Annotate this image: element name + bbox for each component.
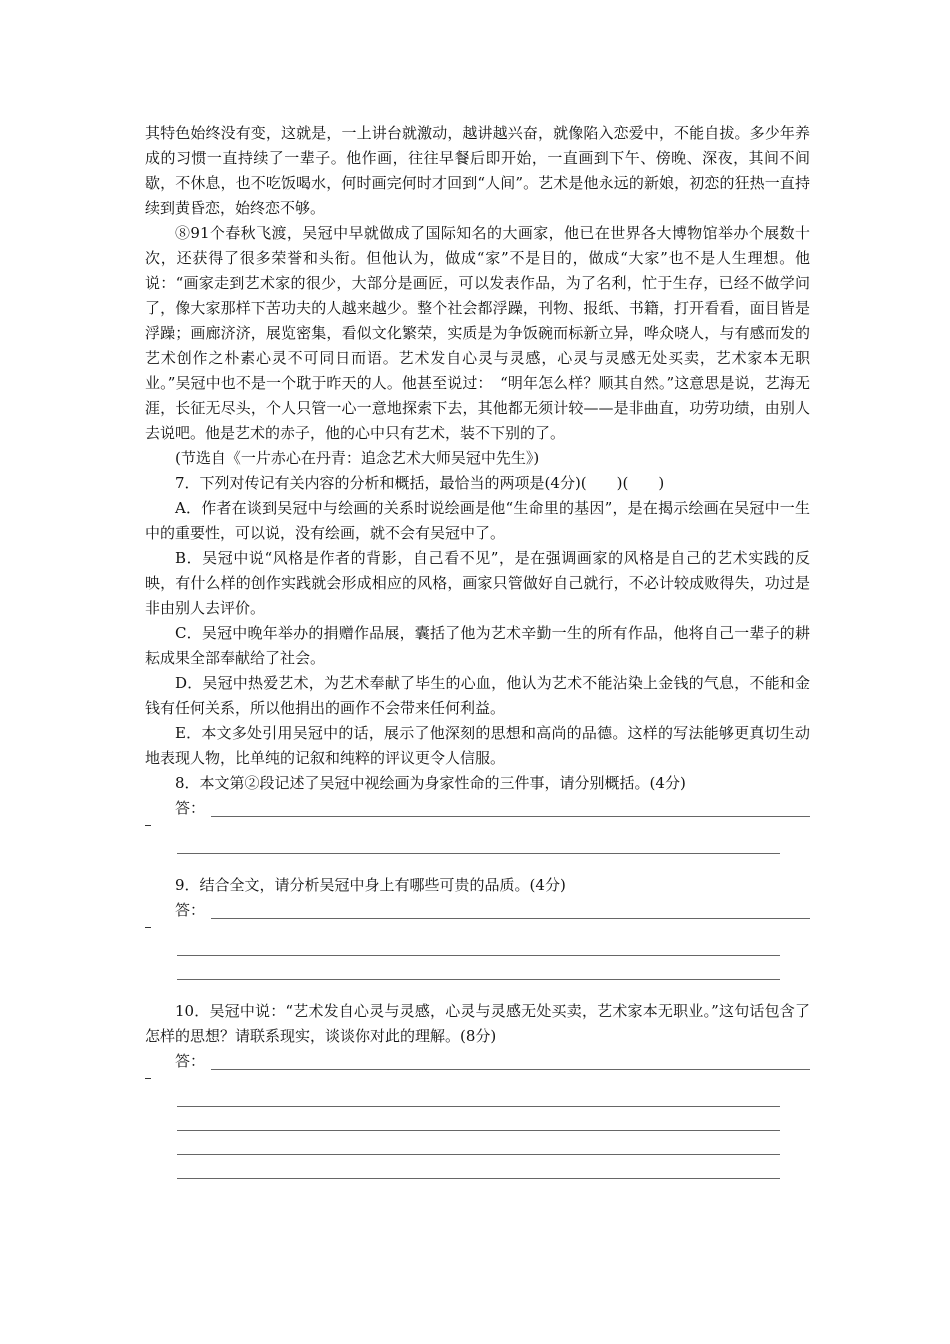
question-10-stem: 10．吴冠中说：“艺术发自心灵与灵感，心灵与灵感无处买卖，艺术家本无职业。”这句话包含了怎样的思想？请联系现实，谈谈你对此的理解。(8分) [145,1002,810,1045]
answer-blank-line[interactable] [145,841,810,865]
question-7-stem: 7．下列对传记有关内容的分析和概括，最恰当的两项是(4分)( )( ) [175,474,665,492]
question-8-stem: 8．本文第②段记述了吴冠中视绘画为身家性命的三件事，请分别概括。(4分) [175,774,686,792]
answer-line[interactable] [211,918,810,919]
answer-label: 答： [175,901,206,919]
answer-label: 答： [175,799,206,817]
answer-blank-line[interactable] [145,943,810,967]
question-7-option-b: B．吴冠中说“风格是作者的背影，自己看不见”，是在强调画家的风格是自己的艺术实践的反映，有什么样的创作实践就会形成相应的风格，画家只管做好自己就行，不必计较成败得失，功过是非由别人去评价。 [145,549,810,617]
question-7-option-c: C．吴冠中晚年举办的捐赠作品展，囊括了他为艺术辛勤一生的所有作品，他将自己一辈子的耕耘成果全部奉献给了社会。 [145,624,810,667]
line-stub [145,923,810,943]
answer-blank-line[interactable] [145,1166,810,1190]
question-8-answer-row[interactable] [145,796,810,821]
question-9-stem: 9．结合全文，请分析吴冠中身上有哪些可贵的品质。(4分) [175,876,566,894]
line-stub [145,1074,810,1094]
question-10-answer-row[interactable] [145,1049,810,1074]
document-page [145,121,810,1190]
answer-line[interactable] [211,1069,810,1070]
answer-label: 答： [175,1052,206,1070]
answer-blank-line[interactable] [145,967,810,991]
answer-blank-line[interactable] [145,1118,810,1142]
question-7-option-d: D．吴冠中热爱艺术，为艺术奉献了毕生的心血，他认为艺术不能沾染上金钱的气息，不能和金钱有任何关系，所以他捐出的画作不会带来任何利益。 [145,674,810,717]
answer-line[interactable] [211,816,810,817]
question-9-answer-row[interactable] [145,898,810,923]
question-7-option-a: A．作者在谈到吴冠中与绘画的关系时说绘画是他“生命里的基因”，是在揭示绘画在吴冠中一生中的重要性，可以说，没有绘画，就不会有吴冠中了。 [145,499,810,542]
passage-paragraph-8: ⑧91个春秋飞渡，吴冠中早就做成了国际知名的大画家，他已在世界各大博物馆举办个展数十次，还获得了很多荣誉和头衔。但他认为，做成“家”不是目的，做成“大家”也不是人生理想。他说：“画家走到艺术家的很少，大部分是画匠，可以发表作品，为了名利，忙于生存，已经不做学问了，像大家那样下苦功夫的人越来越少。整个社会都浮躁，刊物、报纸、书籍，打开看看，面目皆是浮躁；画廊济济，展览密集，看似文化繁荣，实质是为争饭碗而标新立异，哗众哓人，与有感而发的艺术创作之朴素心灵不可同日而语。艺术发自心灵与灵感，心灵与灵感无处买卖，艺术家本无职业。”吴冠中也不是一个耽于昨天的人。他甚至说过： “明年怎么样？顺其自然。”这意思是说，艺海无涯，长征无尽头，个人只管一心一意地探索下去，其他都无须计较——是非曲直，功劳功绩，由别人去说吧。他是艺术的赤子，他的心中只有艺术，装不下别的了。 [145,224,810,442]
line-stub [145,821,810,841]
answer-blank-line[interactable] [145,1142,810,1166]
question-7-option-e: E．本文多处引用吴冠中的话，展示了他深刻的思想和高尚的品德。这样的写法能够更真切生动地表现人物，比单纯的记叙和纯粹的评议更令人信服。 [145,724,810,767]
answer-blank-line[interactable] [145,1094,810,1118]
passage-paragraph-continued: 其特色始终没有变，这就是，一上讲台就激动，越讲越兴奋，就像陷入恋爱中，不能自拔。多少年养成的习惯一直持续了一辈子。他作画，往往早餐后即开始，一直画到下午、傍晚、深夜，其间不间歇，不休息，也不吃饭喝水，何时画完何时才回到“人间”。艺术是他永远的新娘，初恋的狂热一直持续到黄昏恋，始终恋不够。 [145,124,810,217]
passage-source: (节选自《一片赤心在丹青：追念艺术大师吴冠中先生》) [175,449,540,467]
